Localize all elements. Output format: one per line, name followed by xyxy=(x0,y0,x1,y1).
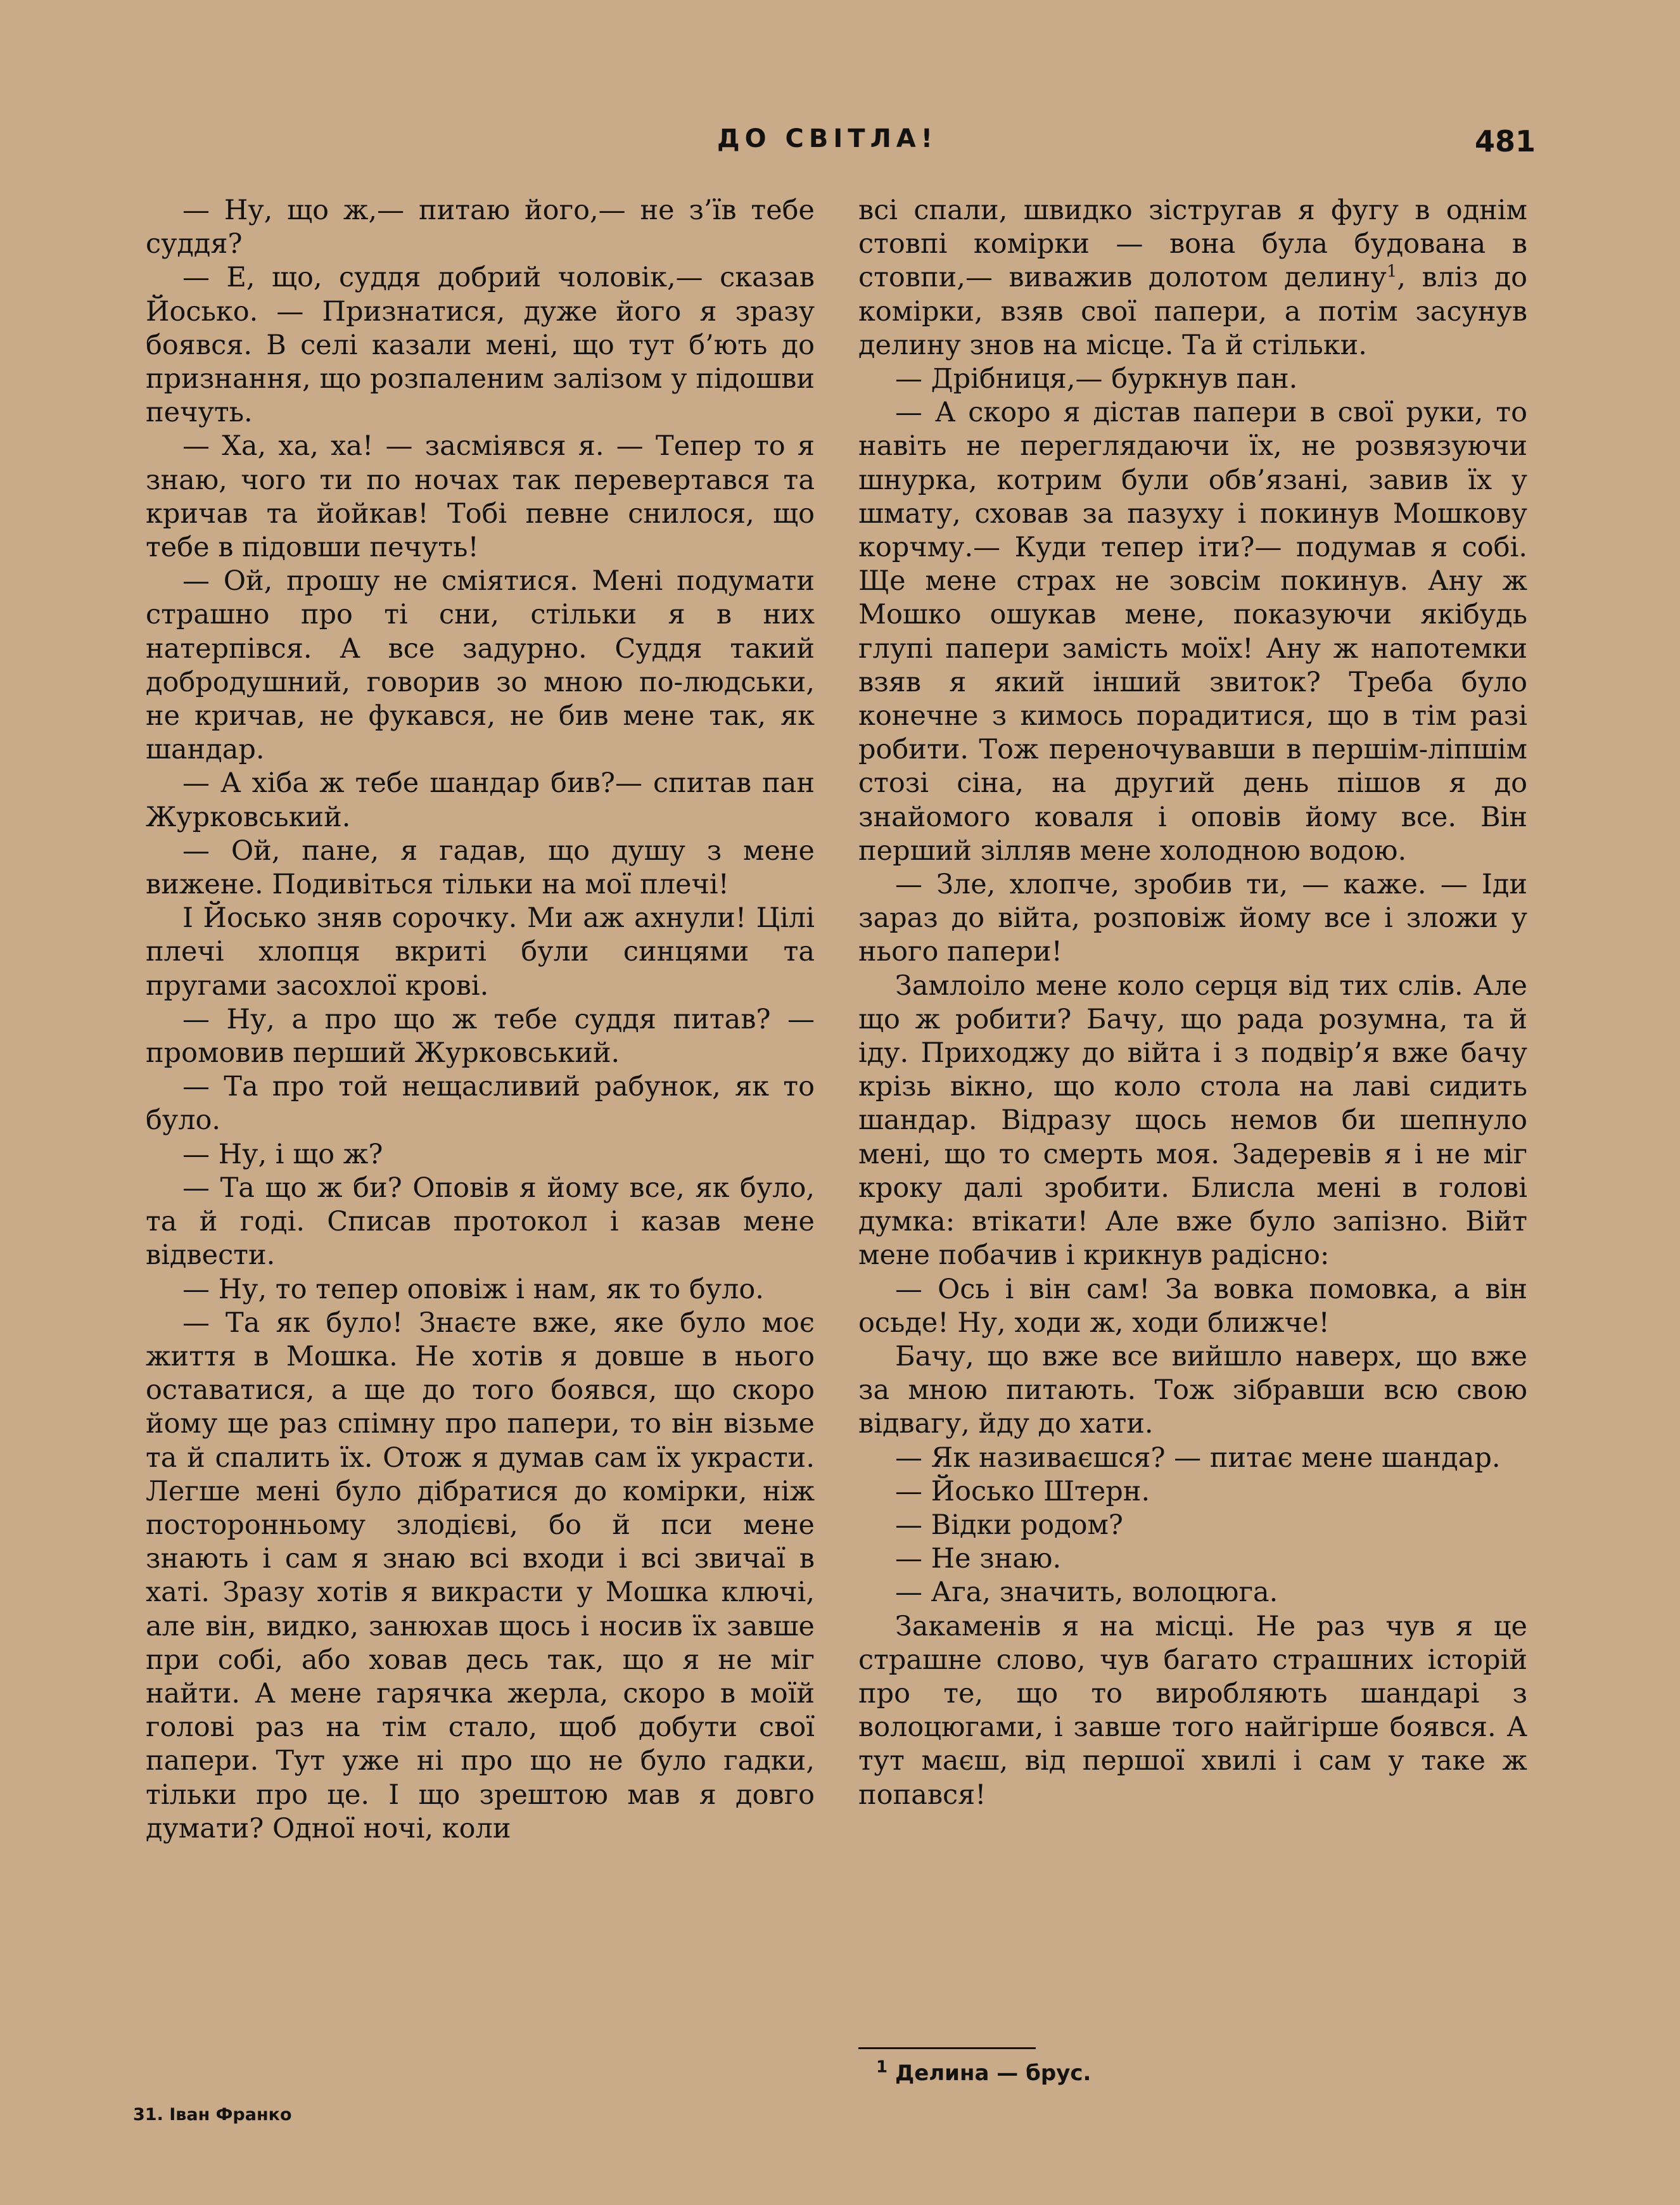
paragraph: — Дрібниця,— буркнув пан. xyxy=(895,363,1298,395)
paragraph: — Ось і він сам! За вовка помовка, а він осьде! Ну, ходи ж, ходи ближче! xyxy=(858,1273,1527,1339)
continued-paragraph xyxy=(858,194,1527,362)
paragraph: — Ну, то тепер оповіж і нам, як то було. xyxy=(182,1273,764,1305)
printer-signature: 31. Іван Франко xyxy=(133,2105,292,2125)
paragraph: — Ха, ха, ха! — засміявся я. — Тепер то я знаю, чого ти по ночах так перевертався та кричав та йойкав! Тобі певне снилося, що тебе в підовши печуть! xyxy=(146,430,815,564)
paragraph: — А хіба ж тебе шандар бив?— спитав пан Журковський. xyxy=(146,767,815,833)
footnote-marker: 1 xyxy=(1386,262,1397,282)
paragraph: — Ой, прошу не сміятися. Мені подумати страшно про ті сни, стільки я в них натерпівся. А все задурно. Суддя такий добродушний, говорив зо мною по-людськи, не кричав, не фукався, не бив мене так, як шандар. xyxy=(146,565,815,766)
paragraph: Замлоіло мене коло серця від тих слів. Але що ж робити? Бачу, що рада розумна, та й іду. Приходжу до війта і з подвір’я вже бачу крізь вікно, що коло стола на лаві сидить шандар. Відразу щось немов би шепнуло мені, що то смерть моя. Задеревів я і не міг кроку далі зробити. Блисла мені в голові думка: втікати! Але вже було запізно. Війт мене побачив і крикнув радісно: xyxy=(858,969,1527,1272)
footnote-text: Делина — брус. xyxy=(894,2061,1091,2086)
paragraph: Закаменів я на місці. Не раз чув я це страшне слово, чув багато страшних історій про те, що то виробляють шандарі з волоцюгами, і завше того найгірше боявся. А тут маєш, від першої хвилі і сам у таке ж попався! xyxy=(858,1610,1527,1811)
page-number: 481 xyxy=(1475,124,1536,158)
paragraph: — А скоро я дістав папери в свої руки, то навіть не переглядаючи їх, не розвязуючи шнурка, котрим були обв’язані, завив їх у шмату, сховав за пазуху і покинув Мошкову корчму.— Куди тепер іти?— подумав я собі. Ще мене страх не зовсім покинув. Ану ж Мошко ошукав мене, показуючи якібудь глупі папери замість моїх! Ану ж напотемки взяв я який інший звиток? Треба було конечне з кимось порадитися, що в тім разі робити. Тож переночувавши в першім-ліпшім стозі сіна, на другий день пішов я до знайомого коваля і оповів йому все. Він перший зілляв мене холодною водою. xyxy=(858,397,1527,867)
paragraph: — Е, що, суддя добрий чоловік,— сказав Йосько. — Признатися, дуже його я зразу боявся. В селі казали мені, що тут б’ють до признання, що розпаленим залізом у підошви печуть. xyxy=(146,262,815,429)
paragraph-text: , вліз до комірки, взяв свої папери, а потім засунув делину знов на місце. Та й стільки. xyxy=(858,262,1527,361)
paragraph: І Йосько зняв сорочку. Ми аж ахнули! Цілі плечі хлопця вкриті були синцями та пругами засохлої крові. xyxy=(146,902,815,1002)
paragraph: — Ой, пане, я гадав, що душу з мене вижене. Подивіться тільки на мої плечі! xyxy=(146,834,815,901)
left-text-column xyxy=(146,194,815,1846)
footnote-number: 1 xyxy=(876,2057,888,2077)
paragraph: — Ну, що ж,— питаю його,— не з’їв тебе суддя? xyxy=(146,195,815,260)
running-title: ДО СВІТЛА! xyxy=(717,124,938,153)
paragraph: — Та що ж би? Оповів я йому все, як було, та й годі. Списав протокол і казав мене відвести. xyxy=(146,1172,815,1272)
paragraph: — Відки родом? xyxy=(895,1509,1123,1541)
paragraph: — Та як було! Знаєте вже, яке було моє життя в Мошка. Не хотів я довше в нього оставатися, а ще до того боявся, що скоро йому ще раз спімну про папери, то він візьме та й спалить їх. Отож я думав сам їх украсти. Легше мені було дібратися до комірки, ніж посторонньому злодієві, бо й пси мене знають і сам я знаю всі входи і всі звичаї в хаті. Зразу хотів я викрасти у Мошка ключі, але він, видко, занюхав щось і носив їх завше при собі, або ховав десь так, що я не міг найти. А мене гарячка жерла, скоро в моїй голові раз на тім стало, щоб добути свої папери. Тут уже ні про що не було гадки, тільки про це. І що зрештою мав я довго думати? Одної ночі, коли xyxy=(146,1307,815,1844)
right-text-column xyxy=(858,194,1527,1812)
paragraph: — Ну, і що ж? xyxy=(182,1138,383,1170)
paragraph-text: всі спали, швидко зістругав я фугу в однім стовпі комірки — вона була будована в стовпи,— виважив долотом делину xyxy=(858,195,1527,294)
footnote-divider xyxy=(858,2047,1036,2049)
paragraph: — Зле, хлопче, зробив ти, — каже. — Іди зараз до війта, розповіж йому все і зложи у нього папери! xyxy=(858,869,1527,968)
paragraph: — Не знаю. xyxy=(895,1543,1062,1575)
paragraph: — Як називаєшся? — питає мене шандар. xyxy=(895,1441,1501,1474)
paragraph: — Ага, значить, волоцюга. xyxy=(895,1576,1278,1609)
footnote xyxy=(876,2057,1091,2086)
paragraph: — Йосько Штерн. xyxy=(895,1475,1150,1507)
paragraph: Бачу, що вже все вийшло наверх, що вже за мною питають. Тож зібравши всю свою відвагу, йду до хати. xyxy=(858,1340,1527,1440)
paragraph: — Та про той нещасливий рабунок, як то було. xyxy=(146,1071,815,1137)
paragraph: — Ну, а про що ж тебе суддя питав? — промовив перший Журковський. xyxy=(146,1003,815,1070)
